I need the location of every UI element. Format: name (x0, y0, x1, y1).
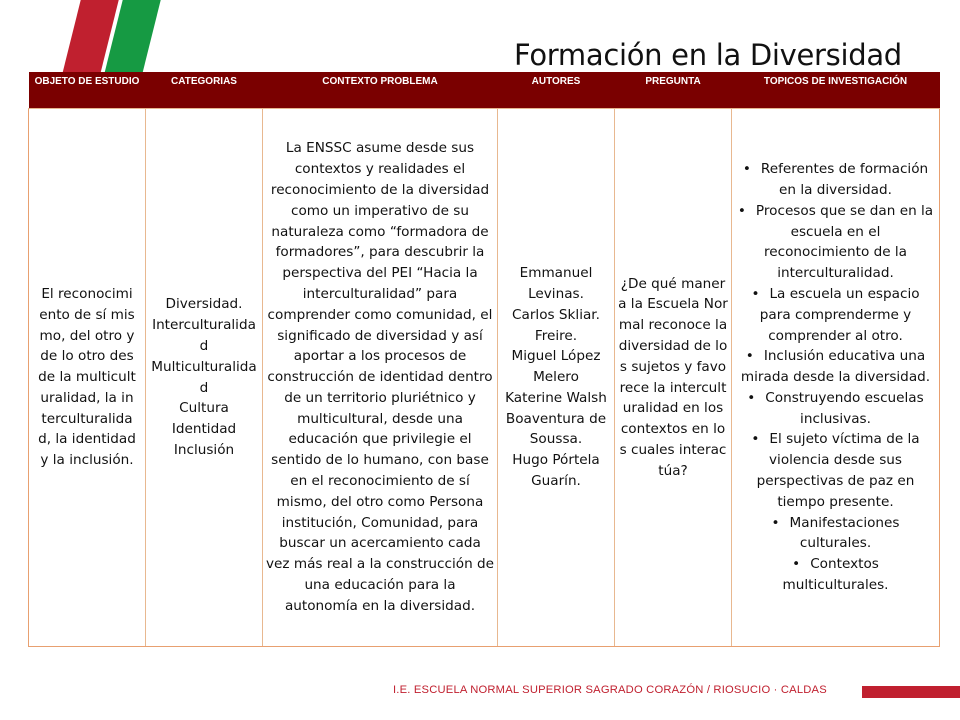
categoria-item: Identidad (171, 421, 237, 438)
list-item (735, 513, 936, 555)
list-item (735, 159, 936, 201)
header-categorias: CATEGORIAS (146, 72, 263, 109)
list-item (735, 388, 936, 430)
list-item (735, 201, 936, 284)
bullet-icon: • (747, 389, 756, 406)
pregunta-text: ¿De qué manera la Escuela Normal reconoce la diversidad de los sujetos y favorece la interculturalidad en los contextos en los cuales interactúa? (618, 275, 728, 479)
topico-text: El sujeto víctima de la violencia desde sus perspectivas de paz en tiempo presente. (756, 431, 920, 510)
table-row (29, 109, 940, 647)
list-item (735, 429, 936, 512)
autor-item: Katerine Walsh (505, 389, 607, 406)
header-contexto: CONTEXTO PROBLEMA (263, 72, 498, 109)
bullet-icon: • (792, 556, 801, 573)
categoria-item: Multiculturalidad (151, 358, 257, 396)
autor-item: Miguel López Melero (511, 348, 601, 386)
cell-objeto (29, 109, 146, 647)
header-pregunta: PREGUNTA (615, 72, 732, 109)
topico-text: Procesos que se dan en la escuela en el reconocimiento de la interculturalidad. (755, 202, 934, 282)
cell-categorias (146, 109, 263, 647)
research-matrix (28, 72, 939, 647)
topico-text: Referentes de formación en la diversidad. (760, 161, 929, 198)
topico-text: Manifestaciones culturales. (789, 514, 900, 552)
bullet-icon: • (751, 431, 760, 448)
topico-text: La escuela un espacio para comprenderme y comprender al otro. (759, 285, 920, 344)
autor-item: Boaventura de Soussa. (505, 410, 607, 448)
footer-institution: I.E. ESCUELA NORMAL SUPERIOR SAGRADO CORAZÓN / RIOSUCIO · CALDAS (393, 684, 827, 696)
topico-text: Inclusión educativa una mirada desde la diversidad. (740, 348, 931, 386)
cell-autores (498, 109, 615, 647)
list-item (735, 346, 936, 388)
footer-bar (862, 686, 960, 698)
bullet-icon: • (745, 348, 754, 365)
list-item (735, 284, 936, 346)
bullet-icon: • (742, 161, 751, 178)
categoria-item: Inclusión (173, 441, 235, 458)
contexto-text: La ENSSC asume desde sus contextos y realidades el reconocimiento de la diversidad como un imperativo de su naturaleza como “formadora de formadores”, para descubrir la perspectiva del PEI “Hacia la interculturalidad” para comprender como comunidad, el significado de diversidad y así aportar a los procesos de construcción de identidad dentro de un territorio pluriétnico y multicultural, desde una educación que privilegie el sentido de lo humano, con base en el reconocimiento de sí mismo, del otro como Persona institución, Comunidad, para buscar un acercamiento cada vez más real a la construcción de una educación para la autonomía en la diversidad. (266, 140, 494, 614)
list-item (735, 554, 936, 596)
topico-text: Contextos multiculturales. (782, 556, 889, 594)
research-table (28, 72, 940, 647)
categoria-item: Interculturalidad (152, 317, 256, 354)
page-title: Formación en la Diversidad (514, 38, 902, 72)
autor-item: Carlos Skliar. (512, 306, 600, 323)
logo-stripes (0, 0, 170, 74)
categoria-item: Cultura (179, 400, 229, 417)
bullet-icon: • (771, 514, 780, 531)
autor-item: Freire. (534, 327, 578, 344)
autor-item: Hugo Pórtela Guarín. (512, 452, 600, 490)
header-objeto: OBJETO DE ESTUDIO (29, 72, 146, 109)
cell-topicos (732, 109, 940, 647)
categoria-item: Diversidad. (165, 296, 243, 313)
bullet-icon: • (737, 202, 746, 219)
header-autores: AUTORES (498, 72, 615, 109)
autor-item: Emmanuel Levinas. (519, 265, 593, 302)
cell-pregunta (615, 109, 732, 647)
topico-text: Construyendo escuelas inclusivas. (765, 389, 924, 427)
bullet-icon: • (751, 285, 760, 302)
header-topicos: TOPICOS DE INVESTIGACIÓN (732, 72, 940, 109)
table-header-row (29, 72, 940, 109)
cell-contexto (263, 109, 498, 647)
objeto-text: El reconocimiento de sí mismo, del otro y de lo otro desde la multiculturalidad, la interculturalidad, la identidad y la inclusión. (38, 285, 136, 469)
topicos-list (735, 159, 936, 596)
